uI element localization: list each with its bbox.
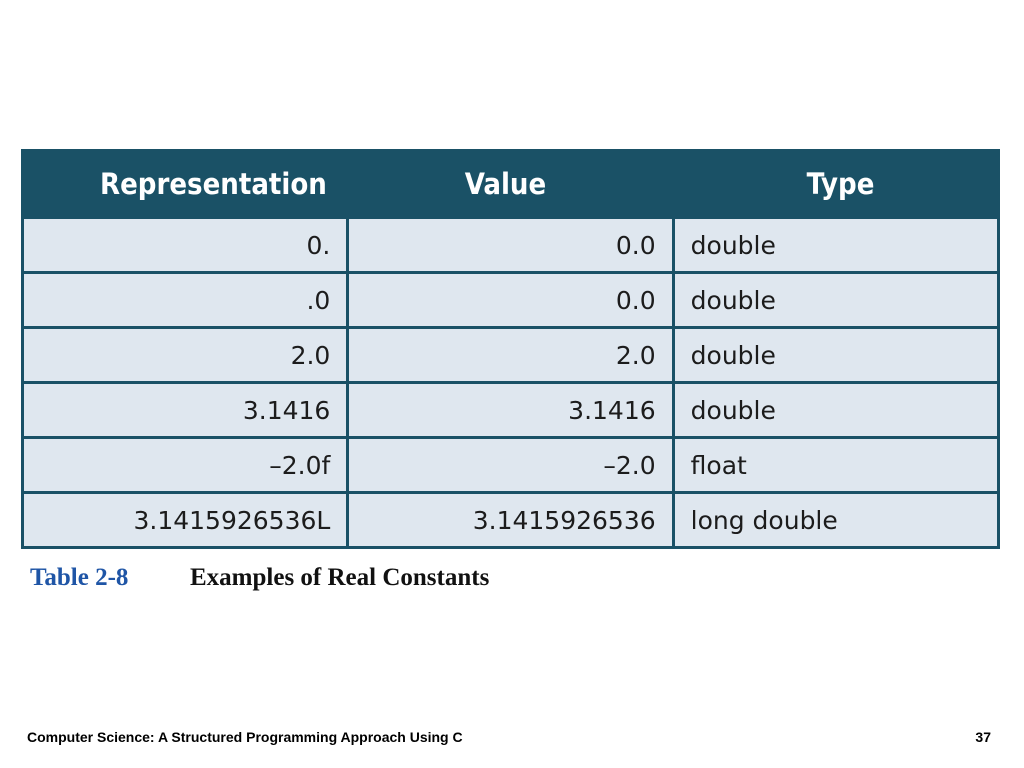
cell-type: double [675,329,997,381]
cell-type: long double [675,494,997,546]
cell-type: double [675,384,997,436]
cell-representation: –2.0f [24,439,346,491]
column-header-type: Type [675,152,997,216]
caption-label: Table 2-8 [30,564,129,591]
table-row [24,384,997,436]
caption-title: Examples of Real Constants [190,564,490,591]
cell-value: 2.0 [349,329,671,381]
cell-value: 3.1416 [349,384,671,436]
constants-table-grid [21,149,1000,549]
column-header-representation: Representation [24,152,346,216]
table-row [24,494,997,546]
table-row [24,439,997,491]
table-row [24,329,997,381]
cell-representation: 0. [24,219,346,271]
cell-representation: 3.1415926536L [24,494,346,546]
cell-value: 3.1415926536 [349,494,671,546]
cell-representation: 3.1416 [24,384,346,436]
cell-type: double [675,274,997,326]
table-caption [30,564,489,592]
cell-value: –2.0 [349,439,671,491]
table-row [24,274,997,326]
table-header-row [24,152,997,216]
cell-type: double [675,219,997,271]
table-row [24,219,997,271]
column-header-value: Value [349,152,671,216]
real-constants-table [21,149,1000,549]
cell-representation: .0 [24,274,346,326]
cell-type: float [675,439,997,491]
cell-value: 0.0 [349,274,671,326]
cell-value: 0.0 [349,219,671,271]
footer-book-title: Computer Science: A Structured Programming Approach Using C [27,729,463,745]
cell-representation: 2.0 [24,329,346,381]
footer-page-number: 37 [975,729,991,745]
